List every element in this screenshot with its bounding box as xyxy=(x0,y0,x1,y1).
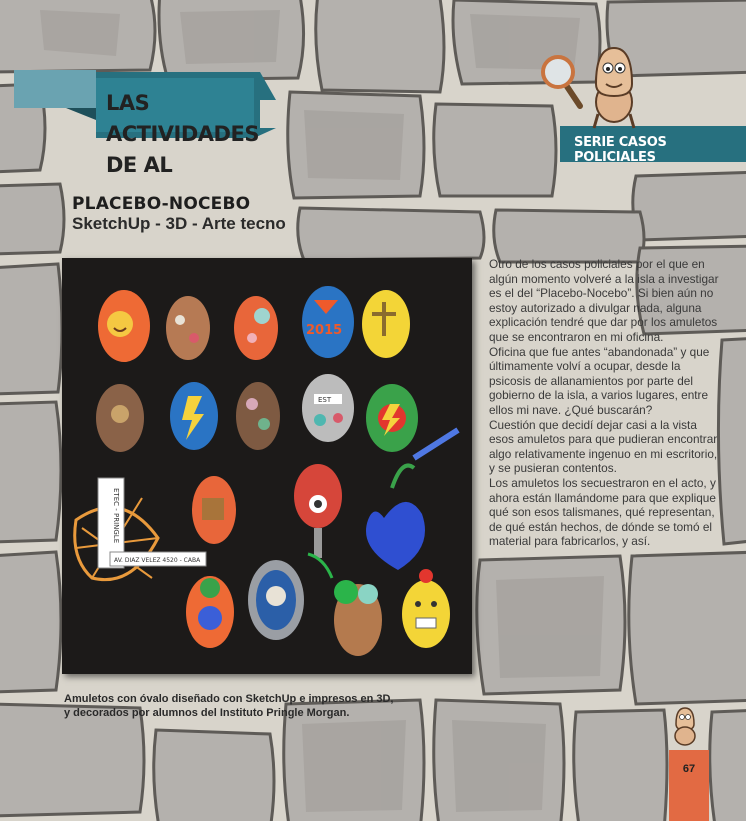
banner-title-line1: LAS ACTIVIDADES xyxy=(106,91,259,146)
page-number: 67 xyxy=(682,763,696,775)
amulet-tag-address xyxy=(110,552,206,566)
section-banner xyxy=(14,66,280,177)
page-number-tab xyxy=(669,750,709,821)
article-paragraph: Los amuletos los secuestraron en el acto, y ahora están llamándome para que explique qué son esos talismanes, qué representan, de qué están hechos, de dónde se tomó el material para fabricarlos, y así. xyxy=(489,475,716,549)
banner-title xyxy=(106,88,280,181)
amulets-illustration xyxy=(62,258,472,674)
article-paragraph: Oficina que fue antes “abandonada” y que últimamente volví a ocupar, desde la psicosis de allanamientos por parte del gobierno de la isla, a varios lugares, entre ellos mi nave. ¿Qué buscarán? xyxy=(489,344,710,417)
detective-mascot-icon xyxy=(540,44,650,130)
amulet-grey-est xyxy=(302,374,354,442)
article-paragraph: Otro de los casos policiales por el que en algún momento volveré a la isla a investigar es el del “Placebo-Nocebo”. Si bien aún no estoy autorizado a divulgar nada, alguna explicación tendré que dar por los amuletos que se encontraron en mi oficina. xyxy=(489,257,719,344)
amulet-2015-text: 2015 xyxy=(306,323,343,338)
amulet-wire-clock xyxy=(96,384,144,452)
amulets-photo xyxy=(62,258,472,674)
magnifying-glass-icon xyxy=(543,57,580,106)
amulet-orange-emoji xyxy=(98,290,150,362)
amulet-orange-gems xyxy=(192,476,236,544)
amulet-est-text: EST xyxy=(318,396,332,404)
amulet-address-text: AV. DIAZ VELEZ 4520 - CABA xyxy=(114,557,201,564)
small-mascot-icon xyxy=(668,706,702,748)
amulet-brown-buttons xyxy=(166,296,210,360)
amulet-green-lightning xyxy=(366,384,418,452)
amulet-grey-skull xyxy=(248,560,304,640)
amulet-tag-vertical-text: ETEC - PRINGLE xyxy=(112,488,120,544)
photo-caption: Amuletos con óvalo diseñado con SketchUp e impresos en 3D, y decorados por alumnos del Instituto Pringle Morgan. xyxy=(64,693,394,719)
article-subtitle: SketchUp - 3D - Arte tecno xyxy=(72,214,286,233)
series-label: SERIE CASOS POLICIALES xyxy=(574,135,667,165)
banner-title-line2: DE AL xyxy=(106,153,173,177)
amulet-blue-lightning xyxy=(170,382,218,450)
article-title: PLACEBO-NOCEBO xyxy=(72,194,251,214)
amulet-orange-blue-bug xyxy=(186,576,234,648)
amulet-orange-flower xyxy=(234,296,278,360)
article-body xyxy=(489,257,719,549)
amulet-yellow-cross xyxy=(362,290,410,358)
amulet-beads xyxy=(236,382,280,450)
series-label-tab xyxy=(560,126,746,165)
article-heading xyxy=(72,194,286,234)
amulet-blue-2015 xyxy=(302,286,354,358)
article-paragraph: Cuestión que decidí dejar casi a la vista esos amuletos para que pudieran encontrar algo relativamente ingenuo en mi escritorio, y se pusieran contentos. xyxy=(489,417,718,476)
